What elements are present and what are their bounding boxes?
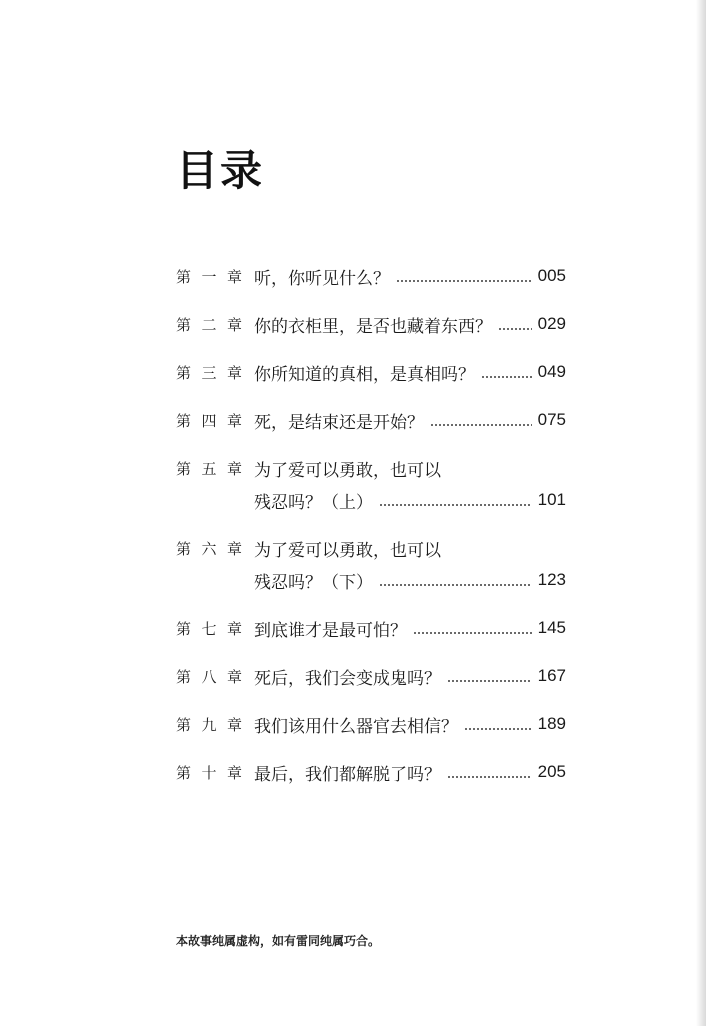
page-number: 005 (537, 266, 566, 285)
chapter-title: 死，是结束还是开始？ (254, 412, 424, 433)
chapter-line (254, 406, 566, 434)
page-number: 205 (537, 762, 566, 781)
chapter-line (254, 662, 566, 690)
chapter-title: 残忍吗？（下） (254, 572, 373, 593)
chapter-number: 第 五 章 (176, 459, 242, 478)
chapter-line (254, 614, 566, 642)
leader-dots (379, 584, 532, 586)
chapter-title: 死后，我们会变成鬼吗？ (254, 668, 441, 689)
chapter-title: 残忍吗？（上） (254, 492, 373, 513)
leader-dots (379, 504, 532, 506)
chapter-number: 第 一 章 (176, 267, 242, 286)
chapter-line-1 (254, 534, 566, 562)
page-number: 049 (537, 362, 566, 381)
chapter-line (254, 310, 566, 338)
leader-dots (447, 680, 532, 682)
page-edge-shadow (696, 0, 706, 1026)
disclaimer-note: 本故事纯属虚构，如有雷同纯属巧合。 (176, 934, 381, 948)
chapter-title-line1: 为了爱可以勇敢，也可以 (254, 460, 441, 481)
chapter-title: 最后，我们都解脱了吗？ (254, 764, 441, 785)
leader-dots (430, 424, 532, 426)
leader-dots (464, 728, 532, 730)
chapter-title-line1: 为了爱可以勇敢，也可以 (254, 540, 441, 561)
leader-dots (413, 632, 532, 634)
page-number: 075 (537, 410, 566, 429)
chapter-line (254, 758, 566, 786)
chapter-number: 第 六 章 (176, 539, 242, 558)
page-title: 目录 (176, 146, 265, 195)
chapter-number: 第 七 章 (176, 619, 242, 638)
chapter-line (254, 358, 566, 386)
leader-dots (396, 280, 532, 282)
chapter-title: 你所知道的真相，是真相吗？ (254, 364, 475, 385)
chapter-number: 第 十 章 (176, 763, 242, 782)
page-number: 145 (537, 618, 566, 637)
chapter-title: 你的衣柜里，是否也藏着东西？ (254, 316, 492, 337)
chapter-line-2 (254, 486, 566, 514)
page-number: 189 (537, 714, 566, 733)
page-number: 029 (537, 314, 566, 333)
chapter-title: 到底谁才是最可怕？ (254, 620, 407, 641)
chapter-title: 听，你听见什么？ (254, 268, 390, 289)
chapter-line (254, 710, 566, 738)
leader-dots (498, 328, 532, 330)
chapter-line-2 (254, 566, 566, 594)
chapter-number: 第 三 章 (176, 363, 242, 382)
chapter-number: 第 八 章 (176, 667, 242, 686)
leader-dots (481, 376, 532, 378)
page-number: 123 (537, 570, 566, 589)
page-number: 167 (537, 666, 566, 685)
chapter-line (254, 262, 566, 290)
chapter-number: 第 二 章 (176, 315, 242, 334)
chapter-number: 第 四 章 (176, 411, 242, 430)
chapter-title: 我们该用什么器官去相信？ (254, 716, 458, 737)
chapter-line-1 (254, 454, 566, 482)
page-number: 101 (537, 490, 566, 509)
chapter-number: 第 九 章 (176, 715, 242, 734)
leader-dots (447, 776, 532, 778)
